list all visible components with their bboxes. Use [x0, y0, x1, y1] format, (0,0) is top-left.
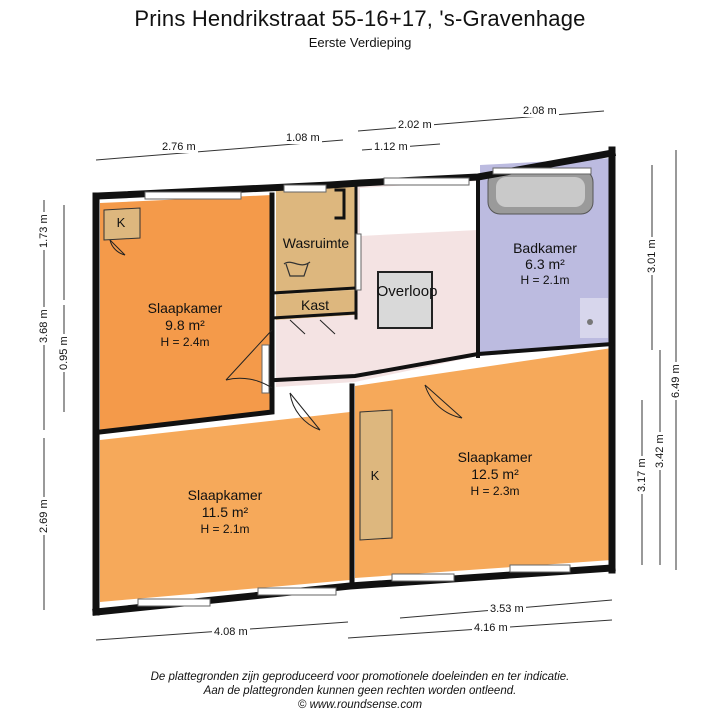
- footer-disclaimer-2: Aan de plattegronden kunnen geen rechten worden ontleend.: [203, 685, 517, 697]
- room-area: 11.5 m²: [201, 504, 249, 520]
- shower-tray-icon: [580, 298, 608, 338]
- dim-right-317: 3.17 m: [636, 458, 648, 492]
- room-label-slaapkamer-nw: [120, 300, 250, 351]
- dim-bottom-416: 4.16 m: [474, 622, 508, 634]
- dim-left-173: 1.73 m: [38, 214, 50, 248]
- stair-light-area: [360, 181, 478, 236]
- room-area: 12.5 m²: [471, 466, 519, 482]
- room-area: 6.3 m²: [525, 256, 565, 272]
- dim-left-095: 0.95 m: [58, 336, 70, 370]
- room-name: Slaapkamer: [457, 449, 533, 465]
- room-label-kast-se: K: [370, 468, 380, 483]
- floor-subtitle: Eerste Verdieping: [308, 35, 412, 50]
- room-height: H = 2.4m: [160, 335, 210, 349]
- room-label-wasruimte: Wasruimte: [282, 235, 350, 251]
- dim-right-342: 3.42 m: [654, 434, 666, 468]
- dim-right-301: 3.01 m: [646, 239, 658, 273]
- room-label-overloop: Overloop: [376, 283, 438, 300]
- room-area: 9.8 m²: [165, 317, 205, 333]
- dim-top-108: 1.08 m: [286, 132, 320, 144]
- footer-disclaimer-1: De plattegronden zijn geproduceerd voor promotionele doeleinden en ter indicatie.: [150, 671, 570, 683]
- room-height: H = 2.3m: [470, 484, 520, 498]
- room-label-kast-nw: K: [116, 215, 126, 230]
- room-name: Badkamer: [513, 240, 577, 256]
- room-height: H = 2.1m: [520, 273, 570, 287]
- room-height: H = 2.1m: [200, 522, 250, 536]
- dim-bottom-408: 4.08 m: [214, 626, 248, 638]
- room-label-badkamer: [490, 240, 600, 288]
- room-label-slaapkamer-sw: [150, 487, 300, 538]
- dim-top-112: 1.12 m: [374, 141, 408, 153]
- dim-left-269: 2.69 m: [38, 499, 50, 533]
- room-label-slaapkamer-se: [420, 449, 570, 500]
- stair-void: [378, 272, 432, 328]
- shower-drain-icon: [587, 319, 593, 325]
- dim-bottom-353: 3.53 m: [490, 603, 524, 615]
- room-name: Slaapkamer: [187, 487, 263, 503]
- footer-copyright-link[interactable]: © www.roundsense.com: [297, 699, 423, 711]
- room-name: Slaapkamer: [147, 300, 223, 316]
- dim-left-368: 3.68 m: [38, 309, 50, 343]
- dim-top-276: 2.76 m: [162, 141, 196, 153]
- room-label-kast: Kast: [300, 297, 329, 313]
- dim-top-202: 2.02 m: [398, 119, 432, 131]
- dim-right-649: 6.49 m: [670, 364, 682, 398]
- plan-title: Prins Hendrikstraat 55-16+17, 's-Gravenhage: [134, 6, 586, 31]
- dim-top-208: 2.08 m: [523, 105, 557, 117]
